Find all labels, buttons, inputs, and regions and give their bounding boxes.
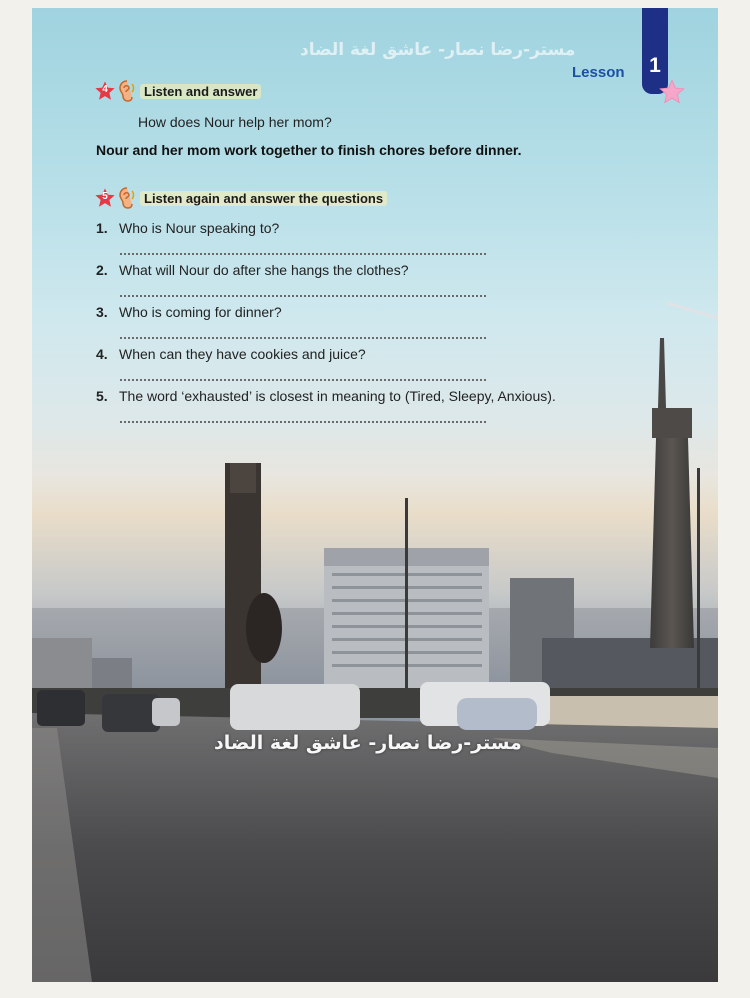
worksheet-page xyxy=(32,8,718,982)
star-badge-icon xyxy=(94,80,116,102)
lesson-label: Lesson xyxy=(572,64,625,81)
question-text: The word ‘exhausted’ is closest in meaning to (Tired, Sleepy, Anxious). xyxy=(119,388,556,404)
question-text: When can they have cookies and juice? xyxy=(119,346,366,362)
question-number: 1. xyxy=(96,220,108,236)
question-item xyxy=(96,220,279,236)
question-number: 3. xyxy=(96,304,108,320)
ear-icon xyxy=(118,187,136,209)
answer-line[interactable] xyxy=(120,421,486,423)
question-item xyxy=(96,304,282,320)
watermark-top: مستر-رضا نصار- عاشق لغة الضاد xyxy=(300,40,576,60)
question-text: Who is Nour speaking to? xyxy=(119,220,280,236)
question-item xyxy=(96,388,556,404)
answer-line[interactable] xyxy=(120,253,486,255)
section-4-question: How does Nour help her mom? xyxy=(138,114,332,130)
section-4-number: 4 xyxy=(102,84,108,95)
question-text: Who is coming for dinner? xyxy=(119,304,282,320)
question-item xyxy=(96,262,409,278)
question-text: What will Nour do after she hangs the clothes? xyxy=(119,262,409,278)
lesson-number: 1 xyxy=(649,54,661,77)
ear-icon xyxy=(118,80,136,102)
question-number: 5. xyxy=(96,388,108,404)
question-number: 4. xyxy=(96,346,108,362)
answer-line[interactable] xyxy=(120,379,486,381)
section-4-heading xyxy=(94,80,261,102)
question-item xyxy=(96,346,366,362)
section-5-number: 5 xyxy=(102,191,108,202)
pink-star-icon xyxy=(658,78,686,106)
watermark-middle: مستر-رضا نصار- عاشق لغة الضاد xyxy=(214,732,522,754)
section-4-title: Listen and answer xyxy=(140,84,261,99)
section-5-heading xyxy=(94,187,387,209)
section-5-title: Listen again and answer the questions xyxy=(140,191,387,206)
answer-line[interactable] xyxy=(120,337,486,339)
answer-line[interactable] xyxy=(120,295,486,297)
star-badge-icon xyxy=(94,187,116,209)
question-number: 2. xyxy=(96,262,108,278)
section-4-answer: Nour and her mom work together to finish chores before dinner. xyxy=(96,142,522,158)
